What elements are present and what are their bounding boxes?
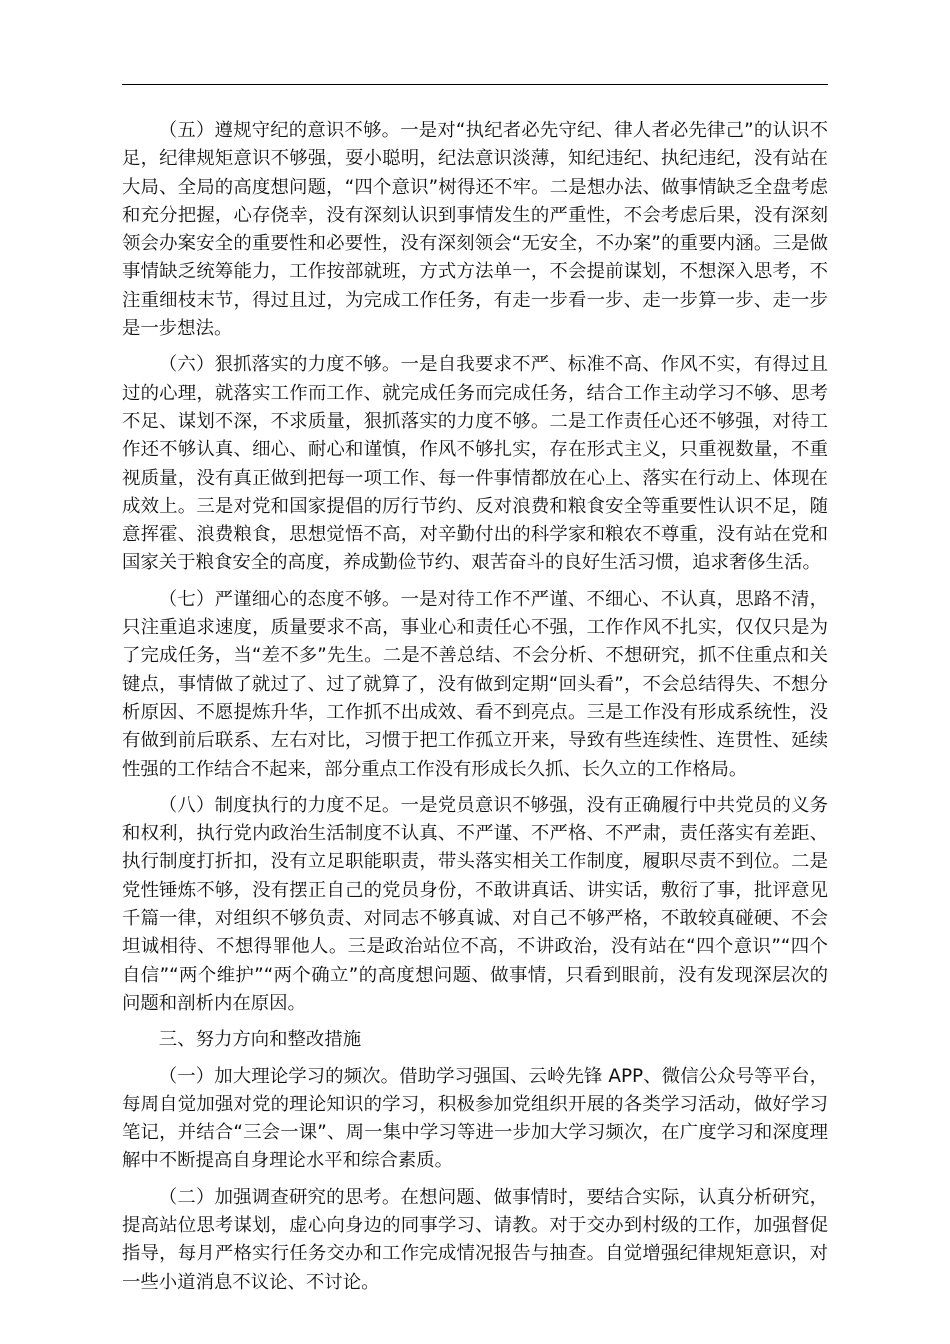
paragraph-eight: （八）制度执行的力度不足。一是党员意识不够强，没有正确履行中共党员的义务和权利，执行党内政治生活制度不认真、不严谨、不严格、不严肃，责任落实有差距、执行制度打折扣，没有立足职能职责，带头落实相关工作制度，履职尽责不到位。二是党性锤炼不够，没有摆正自己的党员身份，不敢讲真话、讲实话，敷衍了事，批评意见千篇一律，对组织不够负责、对同志不够真诚、对自己不够严格，不敢较真碰硬、不会坦诚相待、不想得罪他人。三是政治站位不高，不讲政治，没有站在“四个意识”“四个自信”“两个维护”“两个确立”的高度想问题、做事情，只看到眼前，没有发现深层次的问题和剖析内在原因。 [122,794,828,1014]
section-heading-improvement: 三、努力方向和整改措施 [158,1029,362,1051]
header-rule [122,84,828,85]
document-body [122,117,828,1305]
paragraph-five: （五）遵规守纪的意识不够。一是对“执纪者必先守纪、律人者必先律己”的认识不足，纪律规矩意识不够强，耍小聪明，纪法意识淡薄，知纪违纪、执纪违纪，没有站在大局、全局的高度想问题，“四个意识”树得还不牢。二是想办法、做事情缺乏全盘考虑和充分把握，心存侥幸，没有深刻认识到事情发生的严重性，不会考虑后果，没有深刻领会办案安全的重要性和必要性，没有深刻领会“无安全，不办案”的重要内涵。三是做事情缺乏统筹能力，工作按部就班，方式方法单一，不会提前谋划，不想深入思考，不注重细枝末节，得过且过，为完成工作任务，有走一步看一步、走一步算一步、走一步是一步想法。 [122,120,828,340]
measure-two: （二）加强调查研究的思考。在想问题、做事情时，要结合实际，认真分析研究，提高站位思考谋划，虚心向身边的同事学习、请教。对于交办到村级的工作，加强督促指导，每月严格实行任务交办和工作完成情况报告与抽查。自觉增强纪律规矩意识，对一些小道消息不议论、不讨论。 [122,1186,828,1293]
paragraph-six: （六）狠抓落实的力度不够。一是自我要求不严、标准不高、作风不实，有得过且过的心理，就落实工作而工作、就完成任务而完成任务，结合工作主动学习不够、思考不足、谋划不深，不求质量，狠抓落实的力度不够。二是工作责任心还不够强，对待工作还不够认真、细心、耐心和谨慎，作风不够扎实，存在形式主义，只重视数量，不重视质量，没有真正做到把每一项工作、每一件事情都放在心上、落实在行动上、体现在成效上。三是对党和国家提倡的厉行节约、反对浪费和粮食安全等重要性认识不足，随意挥霍、浪费粮食，思想觉悟不高，对辛勤付出的科学家和粮农不尊重，没有站在党和国家关于粮食安全的高度，养成勤俭节约、艰苦奋斗的良好生活习惯，追求奢侈生活。 [122,354,828,574]
measure-one: （一）加大理论学习的频次。借助学习强国、云岭先锋 APP、微信公众号等平台，每周自觉加强对党的理论知识的学习，积极参加党组织开展的各类学习活动，做好学习笔记，并结合“三会一课”、周一集中学习等进一步加大学习频次，在广度学习和深度理解中不断提高自身理论水平和综合素质。 [122,1065,828,1172]
paragraph-seven: （七）严谨细心的态度不够。一是对待工作不严谨、不细心、不认真，思路不清，只注重追求速度，质量要求不高，事业心和责任心不强，工作作风不扎实，仅仅只是为了完成任务，当“差不多”先生。二是不善总结、不会分析、不想研究，抓不住重点和关键点，事情做了就过了、过了就算了，没有做到定期“回头看”，不会总结得失、不想分析原因、不愿提炼升华，工作抓不出成效、看不到亮点。三是工作没有形成系统性，没有做到前后联系、左右对比，习惯于把工作孤立开来，导致有些连续性、连贯性、延续性强的工作结合不起来，部分重点工作没有形成长久抓、长久立的工作格局。 [122,588,828,780]
